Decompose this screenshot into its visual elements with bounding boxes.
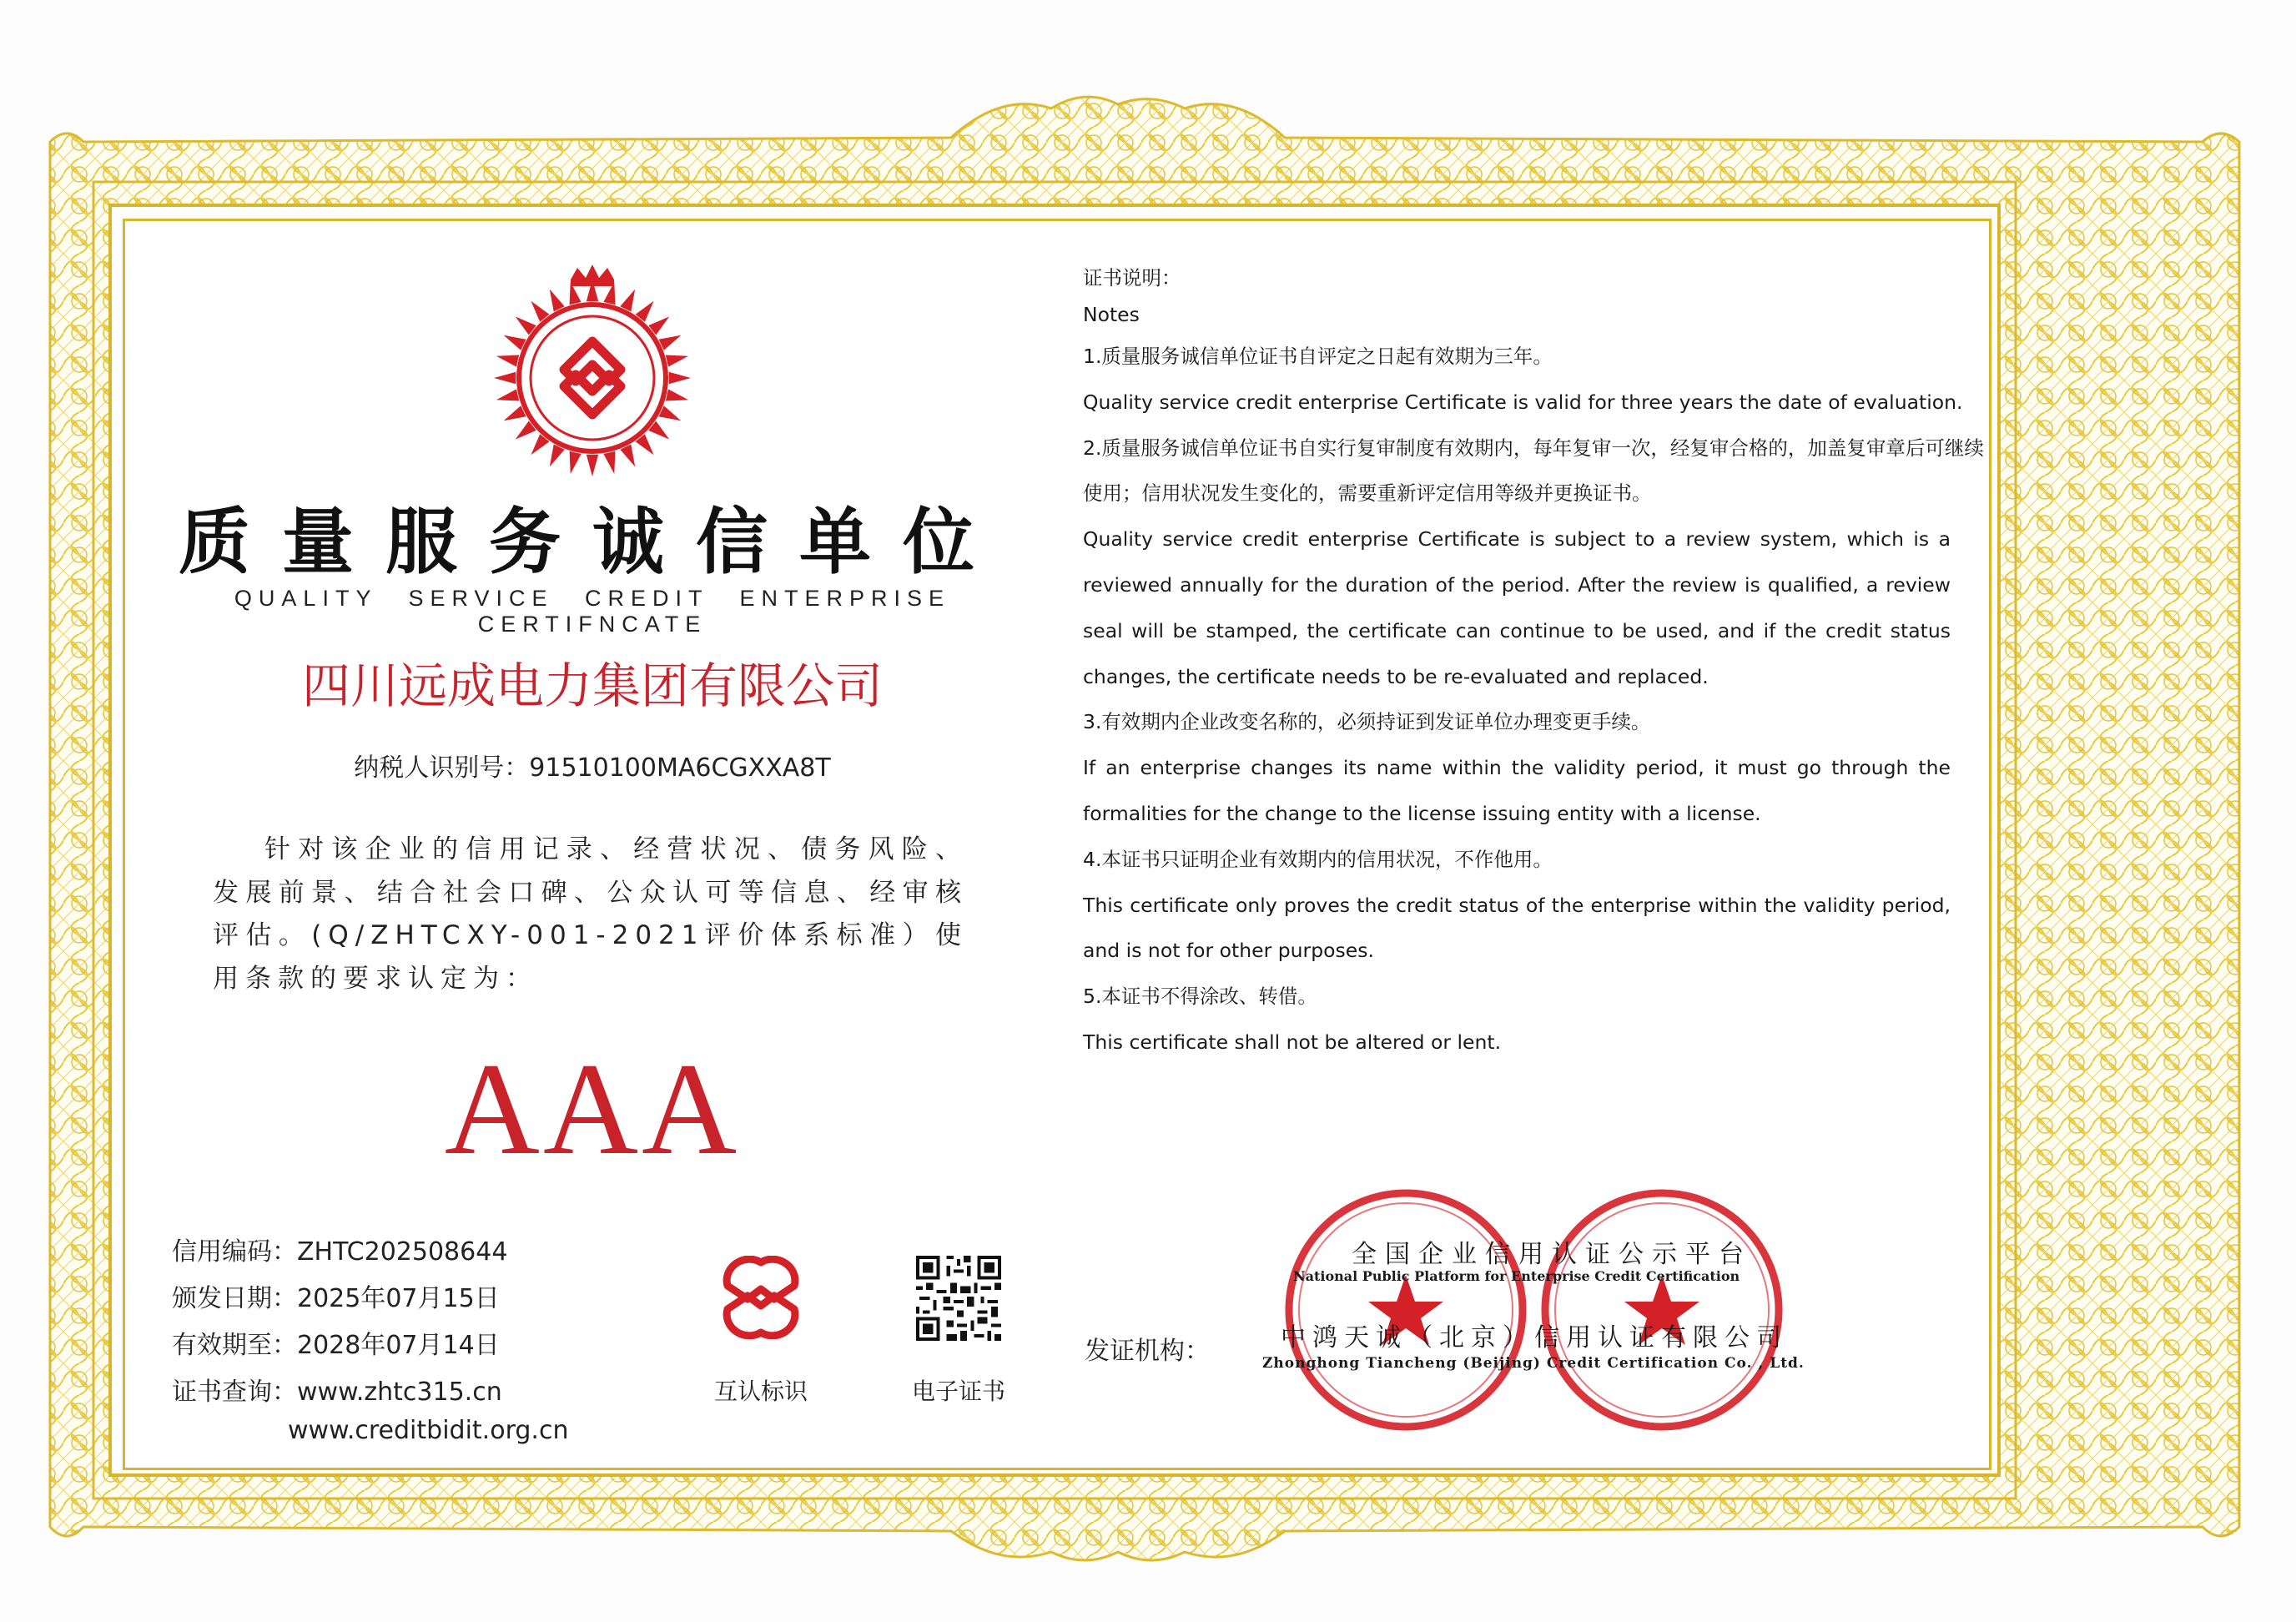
note-1-cn: 1.质量服务诚信单位证书自评定之日起有效期为三年。 <box>1083 345 1553 368</box>
issuer-platform-en: National Public Platform for Enterprise Credit Certification <box>1293 1268 1740 1284</box>
note-4-cn: 4.本证书只证明企业有效期内的信用状况，不作他用。 <box>1083 847 1553 871</box>
issuer-seal-left <box>1281 1185 1531 1435</box>
issuer-seal-right <box>1537 1185 1787 1435</box>
emblem-ray <box>666 355 688 367</box>
certificate-title-en: QUALITY SERVICE CREDIT ENTERPRISE CERTIFNCATE <box>234 586 951 637</box>
notes-heading-cn: 证书说明： <box>1083 266 1181 290</box>
emblem-ray <box>587 455 598 476</box>
issuer-company-en: Zhonghong Tiancheng (Beijing) Credit Certification Co. , Ltd. <box>1262 1355 1805 1372</box>
emblem-ray <box>669 372 691 384</box>
mutual-recognition-icon <box>719 1256 803 1339</box>
company-name: 四川远成电力集团有限公司 <box>301 657 883 714</box>
emblem-ray <box>496 389 519 400</box>
emblem-ray <box>570 451 582 474</box>
note-2-cn-a: 2.质量服务诚信单位证书自实行复审制度有效期内，每年复审一次，经复审合格的，加盖复审章后可继续 <box>1083 436 1984 460</box>
note-5-en: This certificate shall not be altered or lent. <box>1083 1030 1502 1054</box>
notes-heading-en: Notes <box>1083 303 1140 326</box>
emblem-ray <box>603 451 615 474</box>
e-certificate-label: 电子证书 <box>911 1378 1005 1405</box>
note-5-cn: 5.本证书不得涂改、转借。 <box>1083 985 1317 1009</box>
issuer-company-cn: 中鸿天诚（北京）信用认证有限公司 <box>1281 1323 1788 1353</box>
credit-code: 信用编码：ZHTC202508644 <box>172 1237 508 1267</box>
tax-id: 纳税人识别号：91510100MA6CGXXA8T <box>354 753 831 783</box>
emblem-logo <box>484 261 701 478</box>
issue-date: 颁发日期：2025年07月15日 <box>172 1284 500 1313</box>
note-3-cn: 3.有效期内企业改变名称的，必须持证到发证单位办理变更手续。 <box>1083 710 1651 734</box>
evaluation-statement: 针对该企业的信用记录、经营状况、债务风险、发展前景、结合社会口碑、公众认可等信息、经审核评估。(Q/ZHTCXY-001-2021评价体系标准）使用条款的要求认定为： <box>213 834 968 994</box>
mutual-recognition-label: 互认标识 <box>713 1378 808 1405</box>
query-site-primary[interactable]: 证书查询：www.zhtc315.cn <box>172 1378 502 1407</box>
note-2-en: Quality service credit enterprise Certificate is subject to a review system, which is a reviewed annually for the duration of the period. After the review is qualified, a review seal will be stamped, the certificate can continue to be used, and if the credit status changes, the certificate needs to be re-evaluated and replaced. <box>1083 527 1951 688</box>
valid-until: 有效期至：2028年07月14日 <box>172 1331 500 1360</box>
query-site-secondary[interactable]: www.creditbidit.org.cn <box>288 1416 569 1445</box>
qr-code-icon[interactable] <box>916 1256 1001 1341</box>
emblem-ray <box>494 372 516 384</box>
note-1-en: Quality service credit enterprise Certificate is valid for three years the date of evaluation. <box>1083 390 1963 414</box>
certificate-notes <box>1083 264 1984 1065</box>
credit-rating: AAA <box>444 1036 741 1182</box>
note-4-en: This certificate only proves the credit status of the enterprise within the validity period, and is not for other purposes. <box>1083 893 1951 963</box>
emblem-ray <box>496 355 519 367</box>
issuer-platform-cn: 全国企业信用认证公示平台 <box>1352 1240 1752 1269</box>
note-2-cn-b: 使用；信用状况发生变化的，需要重新评定信用等级并更换证书。 <box>1083 481 1652 506</box>
note-3-en: If an enterprise changes its name within the validity period, it must go through the formalities for the change to the license issuing entity with a license. <box>1083 756 1951 825</box>
certificate-title-cn: 质量服务诚信单位 <box>179 500 1006 584</box>
issuer-label: 发证机构： <box>1085 1337 1210 1366</box>
emblem-ray <box>666 389 688 400</box>
